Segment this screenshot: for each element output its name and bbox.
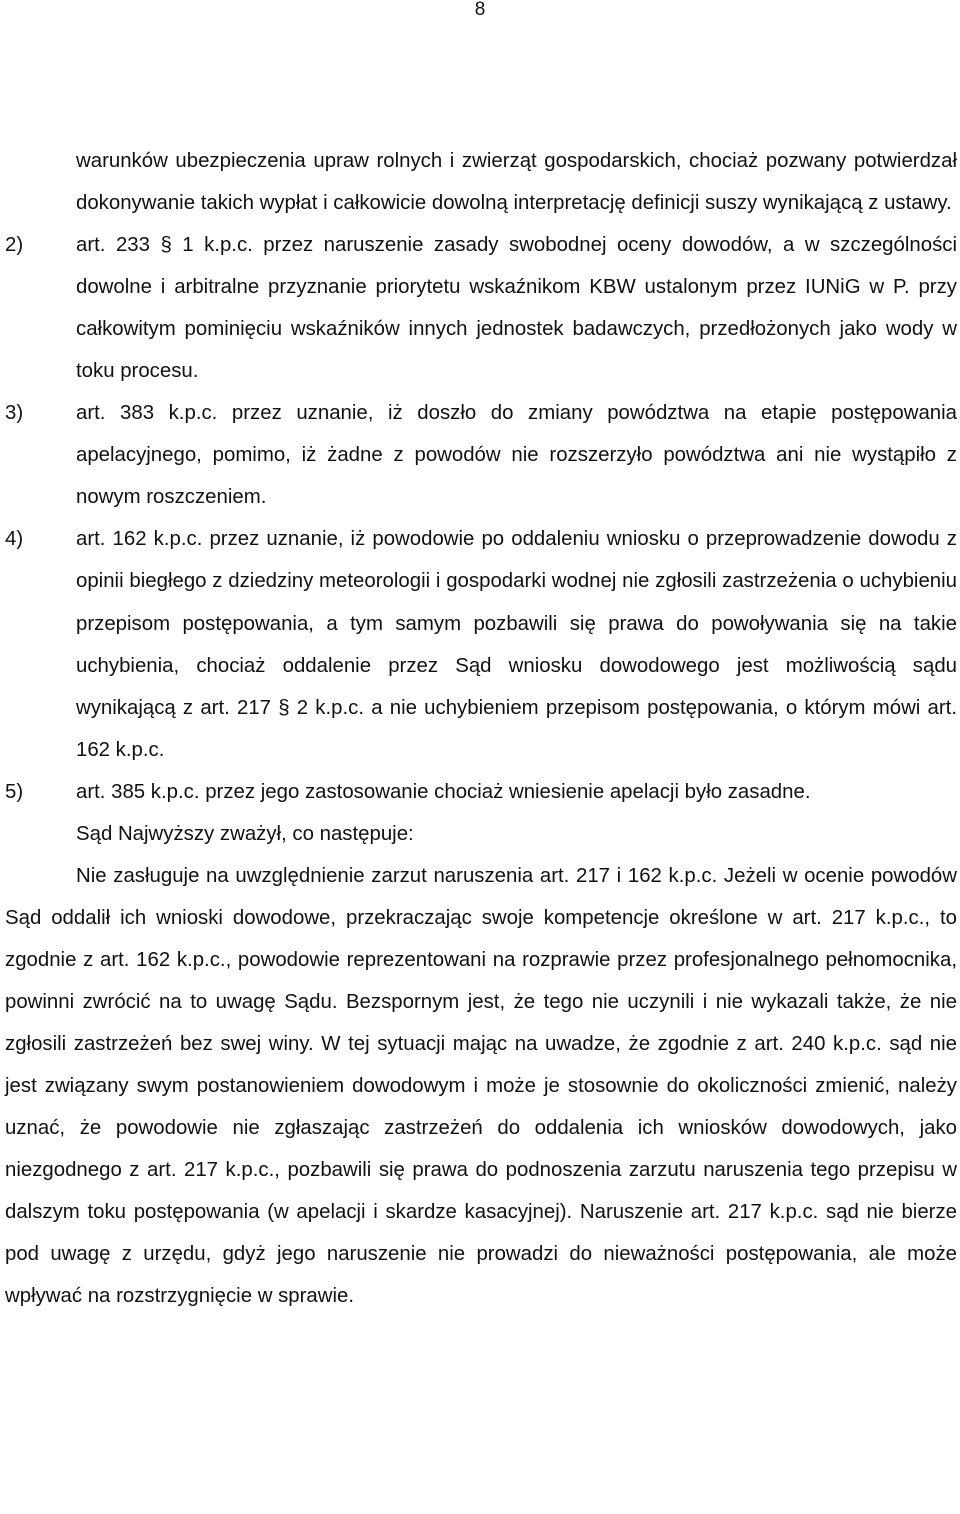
page-number: 8: [474, 0, 486, 20]
document-body: [5, 140, 957, 1317]
continuation-paragraph: warunków ubezpieczenia upraw rolnych i zwierząt gospodarskich, chociaż pozwany potwierdzał dokonywanie takich wypłat i całkowicie dowolną interpretację definicji suszy wynikającą z ustawy.: [76, 150, 957, 215]
section-heading: Sąd Najwyższy zważył, co następuje:: [76, 822, 414, 845]
list-item-text: art. 233 § 1 k.p.c. przez naruszenie zasady swobodnej oceny dowodów, a w szczególności dowolne i arbitralne przyznanie priorytetu wskaźnikom KBW ustalonym przez IUNiG w P. przy całkowitym pominięciu wskaźników innych jednostek badawczych, przedłożonych jako wody w toku procesu.: [76, 234, 957, 383]
reasoning-paragraph: Nie zasługuje na uwzględnienie zarzut naruszenia art. 217 i 162 k.p.c. Jeżeli w ocenie powodów Sąd oddalił ich wnioski dowodowe, przekraczając swoje kompetencje określone w art. 217 k.p.c., to zgodnie z art. 162 k.p.c., powodowie reprezentowani na rozprawie przez profesjonalnego pełnomocnika, powinni zwrócić na to uwagę Sądu. Bezspornym jest, że tego nie uczynili i nie wykazali także, że nie zgłosili zastrzeżeń bez swej winy. W tej sytuacji mając na uwadze, że zgodnie z art. 240 k.p.c. sąd nie jest związany swym postanowieniem dowodowym i może je stosownie do okoliczności zmienić, należy uznać, że powodowie nie zgłaszając zastrzeżeń do oddalenia ich wniosków dowodowych, jako niezgodnego z art. 217 k.p.c., pozbawili się prawa do podnoszenia zarzutu naruszenia tego przepisu w dalszym toku postępowania (w apelacji i skardze kasacyjnej). Naruszenie art. 217 k.p.c. sąd nie bierze pod uwagę z urzędu, gdyż jego naruszenie nie prowadzi do nieważności postępowania, ale może wpływać na rozstrzygnięcie w sprawie.: [5, 864, 957, 1308]
list-item: [5, 771, 957, 813]
list-item: [5, 392, 957, 518]
list-item-number: 3): [5, 402, 24, 425]
list-item-number: 5): [5, 780, 24, 803]
list-item-text: art. 383 k.p.c. przez uznanie, iż doszło do zmiany powództwa na etapie postępowania apelacyjnego, pomimo, iż żadne z powodów nie rozszerzyło powództwa ani nie wystąpiło z nowym roszczeniem.: [76, 402, 957, 509]
list-item: [5, 518, 957, 770]
objections-list: [5, 224, 957, 813]
list-item-number: 2): [5, 234, 24, 257]
list-item-number: 4): [5, 528, 24, 551]
list-item-text: art. 385 k.p.c. przez jego zastosowanie chociaż wniesienie apelacji było zasadne.: [76, 780, 811, 803]
list-item: [5, 224, 957, 392]
list-item-text: art. 162 k.p.c. przez uznanie, iż powodowie po oddaleniu wniosku o przeprowadzenie dowodu z opinii biegłego z dziedziny meteorologii i gospodarki wodnej nie zgłosili zastrzeżenia o uchybieniu przepisom postępowania, a tym samym pozbawili się prawa do powoływania się na takie uchybienia, chociaż oddalenie przez Sąd wniosku dowodowego jest możliwością sądu wynikającą z art. 217 § 2 k.p.c. a nie uchybieniem przepisom postępowania, o którym mówi art. 162 k.p.c.: [76, 528, 957, 761]
